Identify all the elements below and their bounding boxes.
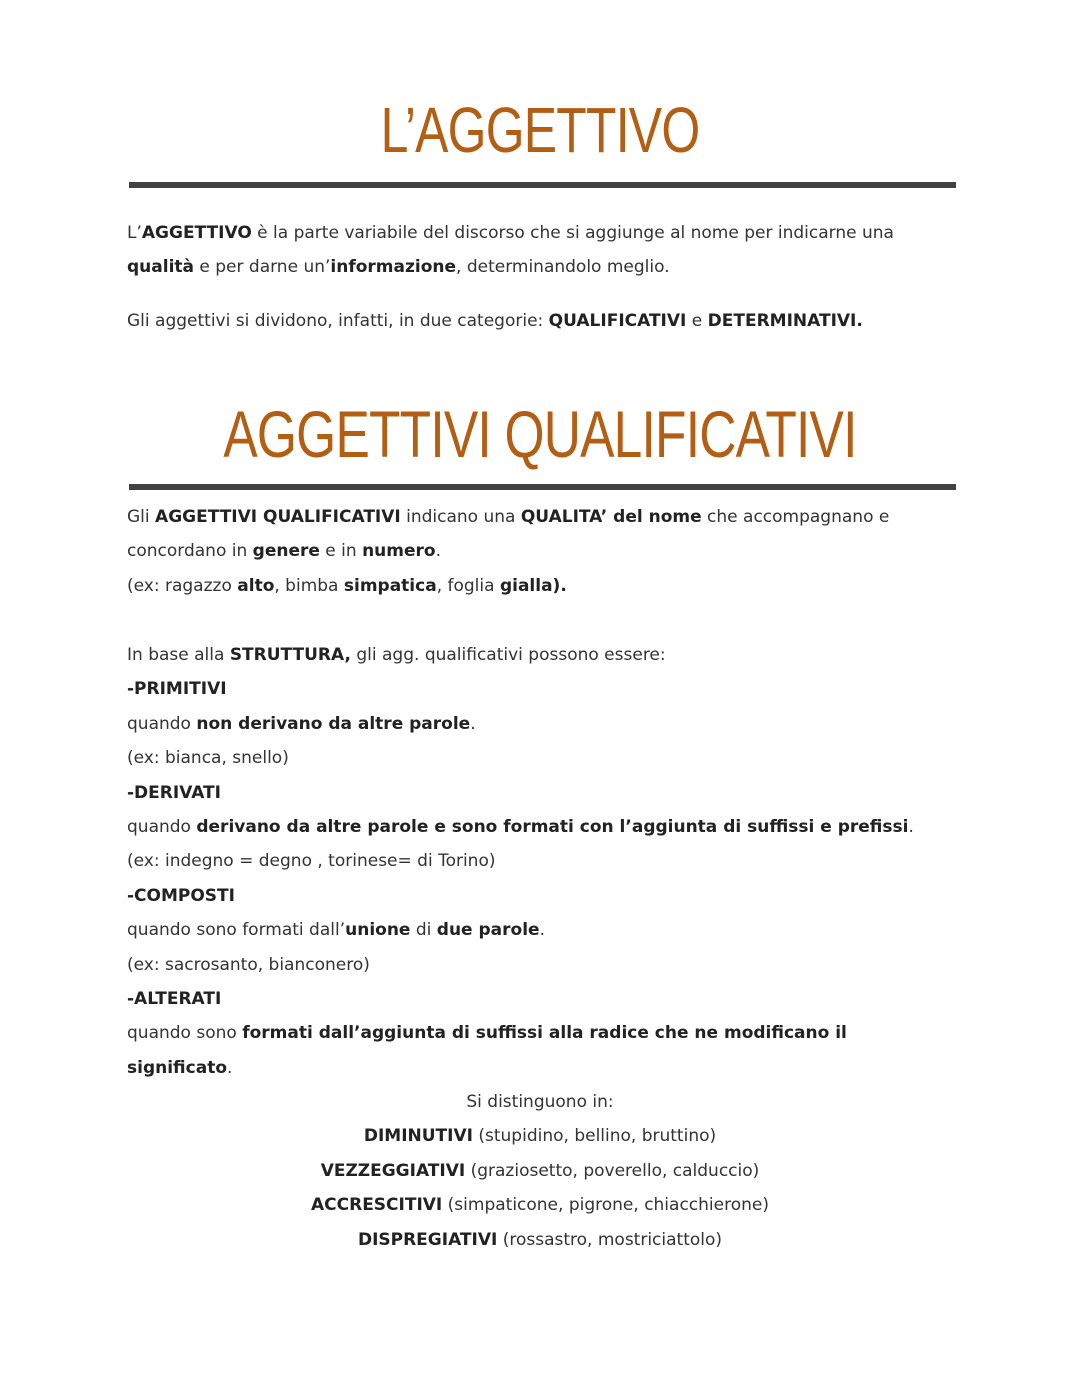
bold-text: STRUTTURA, — [229, 645, 351, 665]
text: . — [539, 920, 545, 941]
bold-text: numero — [362, 541, 436, 562]
text: quando sono formati dall’ — [127, 920, 346, 941]
text: è la parte variabile del discorso che si aggiunge al nome per indicarne una — [251, 223, 894, 243]
text: Gli — [127, 507, 156, 527]
primitivi-heading: -PRIMITIVI — [127, 679, 227, 700]
text: e per darne un’ — [194, 257, 331, 278]
bold-text: DETERMINATIVI. — [707, 311, 863, 331]
list-item — [0, 1119, 1080, 1153]
derivati-heading: -DERIVATI — [127, 782, 221, 803]
composti-description — [127, 913, 947, 947]
list-item — [0, 1154, 1080, 1188]
type-examples: (rossastro, mostriciattolo) — [497, 1229, 723, 1250]
bold-text: qualità — [127, 257, 194, 278]
bold-text: QUALITA’ del nome — [520, 507, 702, 527]
alterati-types-list — [0, 1085, 1080, 1257]
categories-paragraph — [127, 304, 947, 338]
intro-paragraph — [127, 216, 947, 285]
text: . — [227, 1057, 233, 1078]
bold-text: AGGETTIVI QUALIFICATIVI — [155, 507, 401, 527]
text: . — [908, 817, 914, 838]
composti-example: (ex: sacrosanto, bianconero) — [127, 954, 370, 975]
text: , bimba — [274, 575, 344, 596]
bold-text: due parole — [436, 920, 540, 941]
bold-text: derivano da altre parole e sono formati con l’aggiunta di suffissi e prefissi — [196, 817, 909, 838]
bold-text: AGGETTIVO — [141, 223, 252, 243]
text: e in — [319, 541, 363, 562]
qual-line-1 — [127, 500, 947, 534]
type-name: VEZZEGGIATIVI — [320, 1160, 466, 1181]
intro-line-2 — [127, 250, 947, 284]
type-examples: (stupidino, bellino, bruttino) — [472, 1126, 717, 1147]
list-item — [0, 1223, 1080, 1257]
struttura-intro — [127, 638, 947, 672]
struttura-section — [127, 638, 947, 1085]
text: quando — [127, 817, 197, 838]
bold-text: significato — [127, 1057, 227, 1078]
derivati-example: (ex: indegno = degno , torinese= di Torino) — [127, 851, 496, 872]
type-name: DIMINUTIVI — [363, 1126, 473, 1147]
alterati-heading: -ALTERATI — [127, 989, 222, 1010]
primitivi-example: (ex: bianca, snello) — [127, 748, 289, 769]
text: L’ — [127, 223, 142, 243]
alterati-types-intro: Si distinguono in: — [466, 1092, 614, 1112]
text: gli agg. qualificativi possono essere: — [350, 645, 666, 665]
categories-line — [127, 304, 947, 338]
section-title: AGGETTIVI QUALIFICATIVI — [223, 397, 857, 471]
qual-line-2 — [127, 534, 947, 568]
type-examples: (graziosetto, poverello, calduccio) — [465, 1160, 760, 1181]
text: . — [435, 541, 441, 562]
bold-text: gialla). — [499, 575, 567, 596]
page-title: L’AGGETTIVO — [380, 94, 700, 166]
text: Gli aggettivi si dividono, infatti, in due categorie: — [127, 311, 549, 331]
qualificativi-paragraph — [127, 500, 947, 603]
title-divider — [129, 182, 956, 188]
list-item — [0, 1188, 1080, 1222]
bold-text: simpatica — [343, 575, 437, 596]
text: (ex: ragazzo — [127, 575, 238, 596]
type-examples: (simpaticone, pigrone, chiacchierone) — [442, 1195, 769, 1216]
bold-text: formati dall’aggiunta di suffissi alla radice che ne modificano il — [242, 1023, 847, 1044]
text: , determinandolo meglio. — [456, 257, 670, 278]
type-name: DISPREGIATIVI — [357, 1229, 498, 1250]
bold-text: alto — [237, 575, 275, 596]
text: che accompagnano e — [701, 507, 890, 527]
text: quando sono — [127, 1023, 243, 1044]
bold-text: genere — [252, 541, 320, 562]
text: concordano in — [127, 541, 253, 562]
bold-text: non derivano da altre parole — [196, 713, 471, 734]
qual-example — [127, 569, 947, 603]
text: e — [686, 311, 708, 331]
intro-line-1 — [127, 216, 947, 250]
text: In base alla — [127, 645, 230, 665]
bold-text: QUALIFICATIVI — [548, 311, 687, 331]
text: , foglia — [436, 575, 500, 596]
alterati-description-1 — [127, 1016, 947, 1050]
text: quando — [127, 713, 197, 734]
alterati-description-2 — [127, 1051, 947, 1085]
bold-text: unione — [345, 920, 411, 941]
section-divider — [129, 484, 956, 490]
composti-heading: -COMPOSTI — [127, 885, 235, 906]
text: . — [470, 713, 476, 734]
primitivi-description — [127, 707, 947, 741]
bold-text: informazione — [330, 257, 457, 278]
text: indicano una — [400, 507, 521, 527]
type-name: ACCRESCITIVI — [311, 1195, 443, 1216]
text: di — [410, 920, 437, 941]
derivati-description — [127, 810, 947, 844]
